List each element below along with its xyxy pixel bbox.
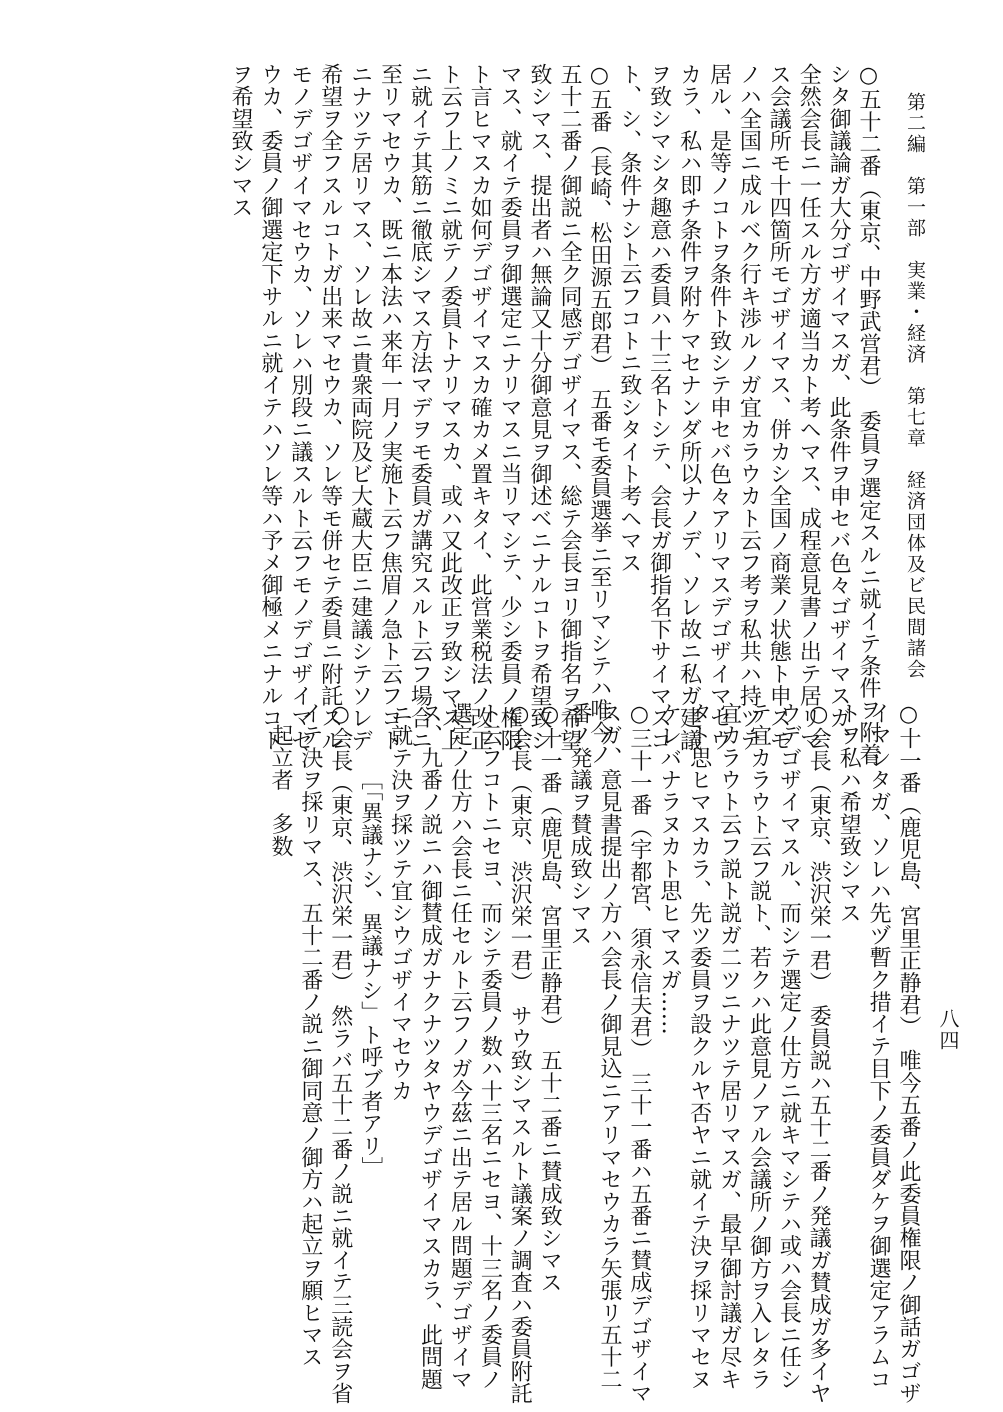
text-line: ヲ希望致シマス: [227, 63, 253, 219]
text-line: カラ、私ハ即チ条件ヲ附ケマセナンダ所以ナノデ、ソレ故ニ私ガ建議: [676, 63, 702, 752]
text-line: ケレバナラヌカト思ヒマスガ……: [656, 702, 682, 1035]
text-line: 全然会長ニ一任スル方ガ適当カト考ヘマス、成程意見書ノ出テ居リマ: [796, 63, 822, 752]
text-line: 至リマセウカ、既ニ本法ハ来年一月ノ実施ト云フ焦眉ノ急ト云フコト: [377, 63, 403, 752]
text-line: ト云フ上ノミニ就テノ委員トナリマスカ、或ハ又此改正ヲ致シマス上: [437, 63, 463, 752]
running-head: [902, 60, 929, 680]
text-line: 宜カラウト云フ説ト説ガ二ツニナツテ居リマスガ、最早御討議ガ尽キ: [716, 702, 742, 1391]
text-line: ニ就テ決ヲ採ツテ宜シウゴザイマセウカ: [387, 702, 413, 1102]
text-block-top: [225, 63, 883, 766]
text-line: ウカ、委員ノ御選定下サルニ就イテハソレ等ハ予メ御極メニナルコト: [257, 63, 283, 752]
text-line: 致シマス、提出者ハ無論又十分御意見ヲ御述ベニナルコトヲ希望致シ: [527, 63, 553, 752]
text-line: ○十一番（鹿児島、宮里正静君） 五十二番ニ賛成致シマス: [537, 702, 563, 1294]
text-line: イテ決ヲ採リマス、五十二番ノ説ニ御同意ノ御方ハ起立ヲ願ヒマス: [297, 702, 323, 1368]
running-head-part: 第二編 第一部 実業・経済: [904, 92, 926, 365]
text-line: 五十二番ノ御説ニ全ク同感デゴザイマス、総テ会長ヨリ御指名ヲ希望: [556, 63, 582, 752]
text-line: テ宜カラウト云フ説ト、若クハ此意見ノアル会議所ノ御方ヲ入レタラ: [746, 702, 772, 1391]
text-line: ト云フコトニセヨ、而シテ委員ノ数ハ十三名ニセヨ、十三名ノ委員ノ: [477, 702, 503, 1391]
text-line: 希望ヲ全フスルコトガ出来マセウカ、ソレ等モ併セテ委員ニ附託スル: [317, 63, 343, 752]
text-line: ○三十一番（宇都宮、須永信夫君） 三十一番ハ五番ニ賛成デゴザイマ: [626, 702, 652, 1405]
text-line: ニ就イテ其筋ニ徹底シマス方法マデヲモ委員ガ講究スルト云フ場合ニ: [407, 63, 433, 752]
text-line-vote-result: 起立者 多数: [267, 724, 293, 858]
text-line: トヲ私ハ希望致シマス: [836, 702, 862, 924]
text-line: ○五番（長崎、松田源五郎君） 五番モ委員選挙ニ至リマシテハ唯今ノ: [586, 63, 612, 766]
text-line: ス、九番ノ説ニハ御賛成ガナクナツタヤウデゴザイマスカラ、此問題: [417, 702, 443, 1391]
running-head-chapter: 第七章 経済団体及ビ民間諸会: [904, 386, 926, 680]
text-line: シタ御議論ガ大分ゴザイマスガ、此条件ヲ申セバ色々ゴザイマスガ、: [826, 63, 852, 752]
text-line-interjection: ［「異議ナシ、異議ナシ」ト呼ブ者アリ］: [357, 768, 383, 1179]
text-line: イマシタガ、ソレハ先ヅ暫ク措イテ目下ノ委員ダケヲ御選定アラムコ: [866, 702, 892, 1391]
text-line: ○十一番（鹿児島、宮里正静君） 唯今五番ノ此委員権限ノ御話ガゴザ: [896, 702, 921, 1405]
text-line: ノハ全国ニ成ルベク行キ渉ルノガ宜カラウカト云フ考ヲ私共ハ持ツテ: [736, 63, 762, 752]
text-line: ニナツテ居リマス、ソレ故ニ貴衆両院及ビ大蔵大臣ニ建議シテソレデ: [347, 63, 373, 752]
text-line: タト思ヒマスカラ、先ツ委員ヲ設クルヤ否ヤニ就イテ決ヲ採リマセヌ: [686, 702, 712, 1391]
text-line: 居ル、是等ノコトヲ条件ト致シテ申セバ色々アリマスデゴザイマセウ: [706, 63, 732, 752]
text-line: ○会長（東京、渋沢栄一君） サウ致シマスルト議案ノ調査ハ委員附託: [507, 702, 533, 1405]
page-number: 八四: [936, 1008, 960, 1052]
text-line: ウデゴザイマスル、而シテ選定ノ仕方ニ就キマシテハ或ハ会長ニ任シ: [776, 702, 802, 1391]
text-line: ス会議所モ十四箇所モゴザイマス、併カシ全国ノ商業ノ状態ト申スモ: [766, 63, 792, 752]
text-block-bottom: [265, 702, 923, 1405]
text-line: 選定ノ仕方ハ会長ニ任セルト云フノガ今茲ニ出テ居ル問題デゴザイマ: [447, 702, 473, 1391]
text-line: モノデゴザイマセウカ、ソレハ別段ニ議スルト云フモノデゴザイマセ: [287, 63, 313, 752]
text-line: ヲ致シマシタ趣意ハ委員ハ十三名トシテ、会長ガ御指名下サイマスコ: [646, 63, 672, 752]
text-line: マス、就イテ委員ヲ御選定ニナリマスニ当リマシテ、少シ委員ノ権限: [497, 63, 523, 752]
text-line: ト言ヒマスカ如何デゴザイマスカ確カメ置キタイ、此営業税法ノ改正: [467, 63, 493, 752]
text-line: スガ、意見書提出ノ方ハ会長ノ御見込ニアリマセウカラ矢張リ五十二: [596, 702, 622, 1391]
text-line: ○会長（東京、渋沢栄一君） 委員説ハ五十二番ノ発議ガ賛成ガ多イヤ: [806, 702, 832, 1405]
text-line: ○五十二番（東京、中野武営君） 委員ヲ選定スルニ就イテ条件ヲ附着: [856, 63, 881, 766]
text-line: 番ノ発議ヲ賛成致シマス: [567, 702, 593, 947]
text-line: ○会長（東京、渋沢栄一君） 然ラバ五十二番ノ説ニ就イテ三読会ヲ省: [327, 702, 353, 1405]
text-line: ト、シ、条件ナシト云フコトニ致シタイト考ヘマス: [616, 63, 642, 574]
